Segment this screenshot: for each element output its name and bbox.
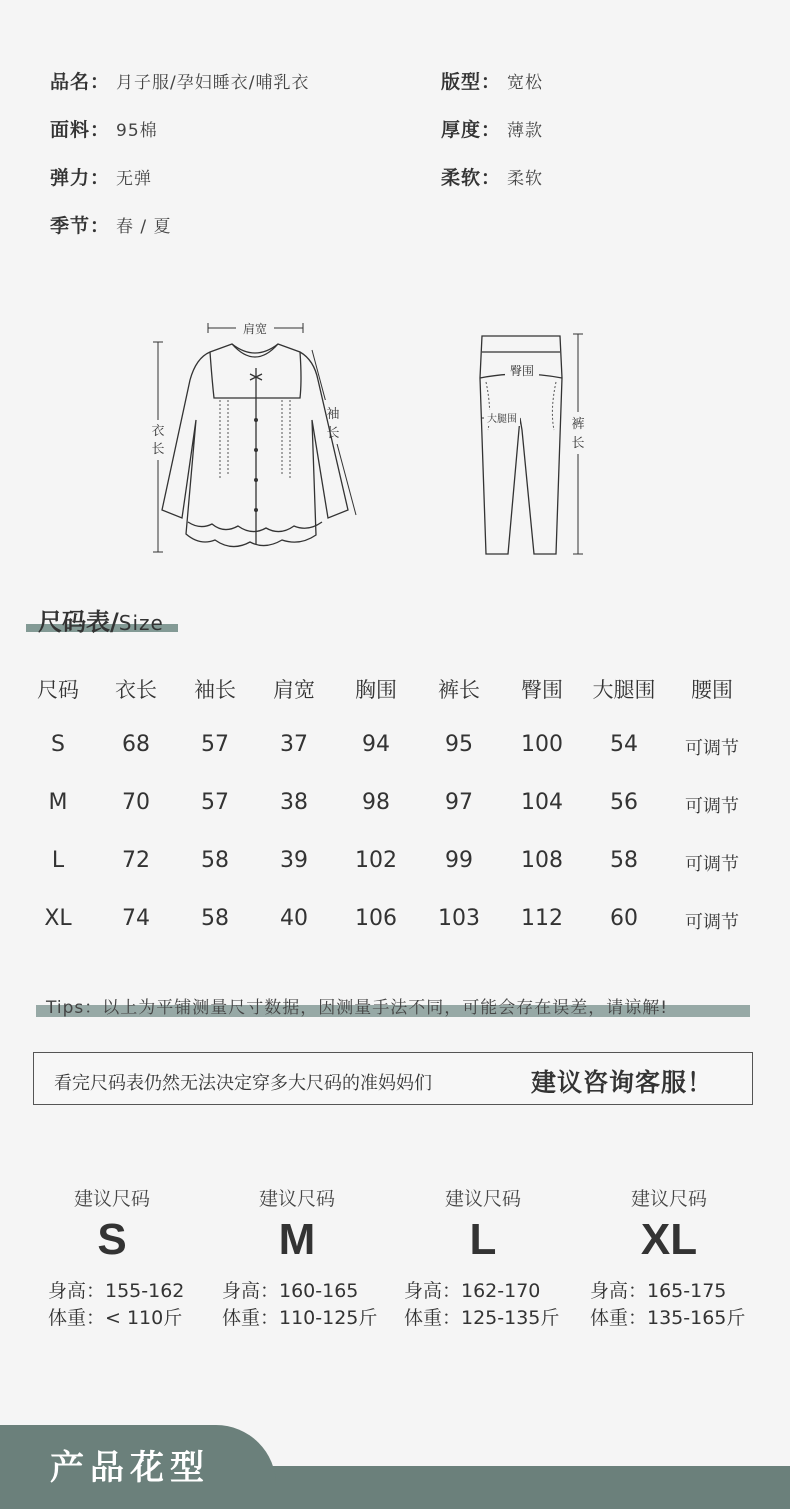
header-size: 尺码 [37,678,79,702]
cell: 56 [610,790,638,815]
cell: 38 [280,790,308,815]
header-sleeve: 袖长 [194,678,236,702]
cell: 103 [438,906,480,931]
recommendation-l [388,1184,578,1265]
cell: 100 [521,732,563,757]
cell: 60 [610,906,638,931]
thigh-label: 大腿围 [487,414,517,425]
recommend-height: 身高：162-170 [404,1280,541,1302]
cell: 99 [445,848,473,873]
recommend-label: 建议尺码 [258,1188,335,1210]
header-chest: 胸围 [355,678,397,702]
recommend-weight: 体重：125-135斤 [404,1307,560,1329]
cell: 98 [362,790,390,815]
size-table-title: 尺码表/Size [38,608,164,636]
cell: 74 [122,906,150,931]
pants-diagram [480,334,586,554]
recommend-size: L [469,1215,497,1264]
consult-banner [33,1052,753,1105]
info-softness: 柔软： 柔软 [441,167,544,189]
cell: 106 [355,906,397,931]
cell-size: XL [44,906,72,931]
cell: 39 [280,848,308,873]
cell: 可调节 [685,854,739,875]
header-shoulder: 肩宽 [273,678,315,702]
info-fabric: 面料： 95棉 [50,119,158,141]
recommend-weight: 体重：110-125斤 [222,1307,378,1329]
hip-label: 臀围 [509,364,535,378]
cell: 可调节 [685,796,739,817]
pants-length-label-1: 裤 [571,417,585,432]
recommend-weight: 体重：< 110斤 [48,1307,183,1329]
info-thickness: 厚度： 薄款 [441,119,544,141]
recommend-body-xl [590,1278,745,1332]
consult-emphasis: 建议咨询客服！ [531,1068,714,1097]
recommendation-s [17,1184,207,1265]
cell: 可调节 [685,738,739,759]
recommend-body-l [404,1278,559,1332]
cell: 72 [122,848,150,873]
recommendation-xl [574,1184,764,1265]
cell: 58 [610,848,638,873]
info-name: 品名： 月子服/孕妇睡衣/哺乳衣 [50,71,310,93]
cell: 104 [521,790,563,815]
cell: 95 [445,732,473,757]
recommend-body-m [222,1278,377,1332]
info-fit: 版型： 宽松 [441,71,544,93]
recommend-size: S [97,1215,127,1264]
recommendation-m [202,1184,392,1265]
cell: 57 [201,732,229,757]
header-hip: 臀围 [521,678,563,702]
cell: 37 [280,732,308,757]
recommend-size: M [278,1215,316,1264]
cell-size: S [51,732,65,757]
info-season: 季节： 春 / 夏 [50,215,172,237]
consult-text: 看完尺码表仍然无法决定穿多大尺码的准妈妈们 [54,1073,432,1094]
cell: 97 [445,790,473,815]
cell: 112 [521,906,563,931]
recommend-height: 身高：155-162 [48,1280,185,1302]
recommend-weight: 体重：135-165斤 [590,1307,746,1329]
top-length-label-2: 长 [151,442,165,457]
cell: 可调节 [685,912,739,933]
garment-diagrams [0,300,790,590]
top-diagram [150,320,356,552]
tips-text: Tips：以上为平铺测量尺寸数据，因测量手法不同，可能会存在误差，请谅解! [46,998,669,1018]
recommend-size: XL [640,1215,698,1264]
top-length-label-1: 衣 [151,424,165,439]
cell: 108 [521,848,563,873]
header-thigh: 大腿围 [592,678,656,702]
pants-length-label-2: 长 [571,436,585,451]
sleeve-label-1: 袖 [326,407,340,422]
recommend-body-s [48,1278,184,1332]
header-pants-length: 裤长 [438,678,480,702]
cell: 68 [122,732,150,757]
cell: 54 [610,732,638,757]
cell: 40 [280,906,308,931]
cell-size: M [48,790,68,815]
cell: 58 [201,848,229,873]
cell: 70 [122,790,150,815]
footer-title: 产品花型 [50,1448,210,1488]
cell: 94 [362,732,390,757]
recommend-label: 建议尺码 [73,1188,150,1210]
cell: 102 [355,848,397,873]
header-waist: 腰围 [691,678,733,702]
recommend-label: 建议尺码 [444,1188,521,1210]
cell: 57 [201,790,229,815]
recommend-height: 身高：160-165 [222,1280,359,1302]
recommend-label: 建议尺码 [630,1188,707,1210]
recommend-height: 身高：165-175 [590,1280,727,1302]
cell-size: L [51,848,65,873]
info-elasticity: 弹力： 无弹 [50,167,153,189]
sleeve-label-2: 长 [326,426,340,441]
cell: 58 [201,906,229,931]
header-top-length: 衣长 [115,678,157,702]
shoulder-label: 肩宽 [242,322,268,336]
